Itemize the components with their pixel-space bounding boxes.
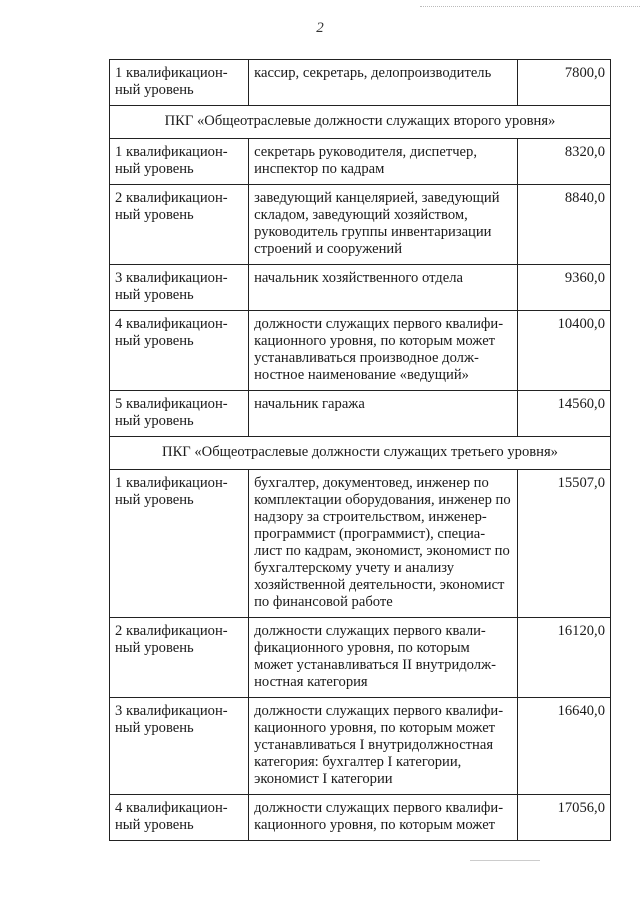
group-title: ПКГ «Общеотраслевые должности служащих третьего уровня» [110, 437, 611, 470]
positions-cell: начальник хозяйственного отдела [249, 265, 518, 311]
group-header-row [110, 437, 611, 470]
table-row [110, 391, 611, 437]
scan-edge-mark [420, 6, 640, 9]
salary-cell: 15507,0 [518, 470, 611, 618]
positions-cell: секретарь руководителя, диспетчер, инспектор по кадрам [249, 139, 518, 185]
positions-cell: должности служащих первого квалифи-кационного уровня, по которым может устанавливаться I внутридолжностная категория: бухгалтер I категории, экономист I категории [249, 698, 518, 795]
positions-cell: начальник гаража [249, 391, 518, 437]
qualification-level-cell: 4 квалификацион-ный уровень [110, 311, 249, 391]
table-row [110, 60, 611, 106]
positions-cell: кассир, секретарь, делопроизводитель [249, 60, 518, 106]
table-row [110, 185, 611, 265]
positions-cell: должности служащих первого квали-фикационного уровня, по которым может устанавливаться II внутридолж-ностная категория [249, 618, 518, 698]
table-row [110, 470, 611, 618]
qualification-level-cell: 4 квалификацион-ный уровень [110, 795, 249, 841]
positions-cell: бухгалтер, документовед, инженер по комплектации оборудования, инженер по надзору за строительством, инженер-программист (программист), специа-лист по кадрам, экономист, экономист по бухгалтерскому учету и анализу хозяйственной деятельности, экономист по финансовой работе [249, 470, 518, 618]
salary-cell: 14560,0 [518, 391, 611, 437]
salary-cell: 16120,0 [518, 618, 611, 698]
table-row [110, 265, 611, 311]
table-row [110, 698, 611, 795]
salary-cell: 10400,0 [518, 311, 611, 391]
table-row [110, 139, 611, 185]
salary-cell: 16640,0 [518, 698, 611, 795]
positions-cell: должности служащих первого квалифи-кационного уровня, по которым может [249, 795, 518, 841]
salary-table [109, 59, 611, 841]
salary-cell: 8320,0 [518, 139, 611, 185]
positions-cell: должности служащих первого квалифи-кационного уровня, по которым может устанавливаться производное долж-ностное наименование «ведущий» [249, 311, 518, 391]
qualification-level-cell: 2 квалификацион-ный уровень [110, 185, 249, 265]
salary-cell: 7800,0 [518, 60, 611, 106]
qualification-level-cell: 1 квалификацион-ный уровень [110, 470, 249, 618]
qualification-level-cell: 5 квалификацион-ный уровень [110, 391, 249, 437]
page-number: 2 [316, 20, 324, 36]
qualification-level-cell: 3 квалификацион-ный уровень [110, 265, 249, 311]
qualification-level-cell: 3 квалификацион-ный уровень [110, 698, 249, 795]
positions-cell: заведующий канцелярией, заведующий складом, заведующий хозяйством, руководитель группы инвентаризации строений и сооружений [249, 185, 518, 265]
table-row [110, 311, 611, 391]
table-row [110, 795, 611, 841]
salary-cell: 8840,0 [518, 185, 611, 265]
group-title: ПКГ «Общеотраслевые должности служащих второго уровня» [110, 106, 611, 139]
scan-edge-mark [470, 860, 540, 862]
salary-cell: 9360,0 [518, 265, 611, 311]
table-row [110, 618, 611, 698]
qualification-level-cell: 2 квалификацион-ный уровень [110, 618, 249, 698]
salary-cell: 17056,0 [518, 795, 611, 841]
group-header-row [110, 106, 611, 139]
qualification-level-cell: 1 квалификацион-ный уровень [110, 60, 249, 106]
qualification-level-cell: 1 квалификацион-ный уровень [110, 139, 249, 185]
